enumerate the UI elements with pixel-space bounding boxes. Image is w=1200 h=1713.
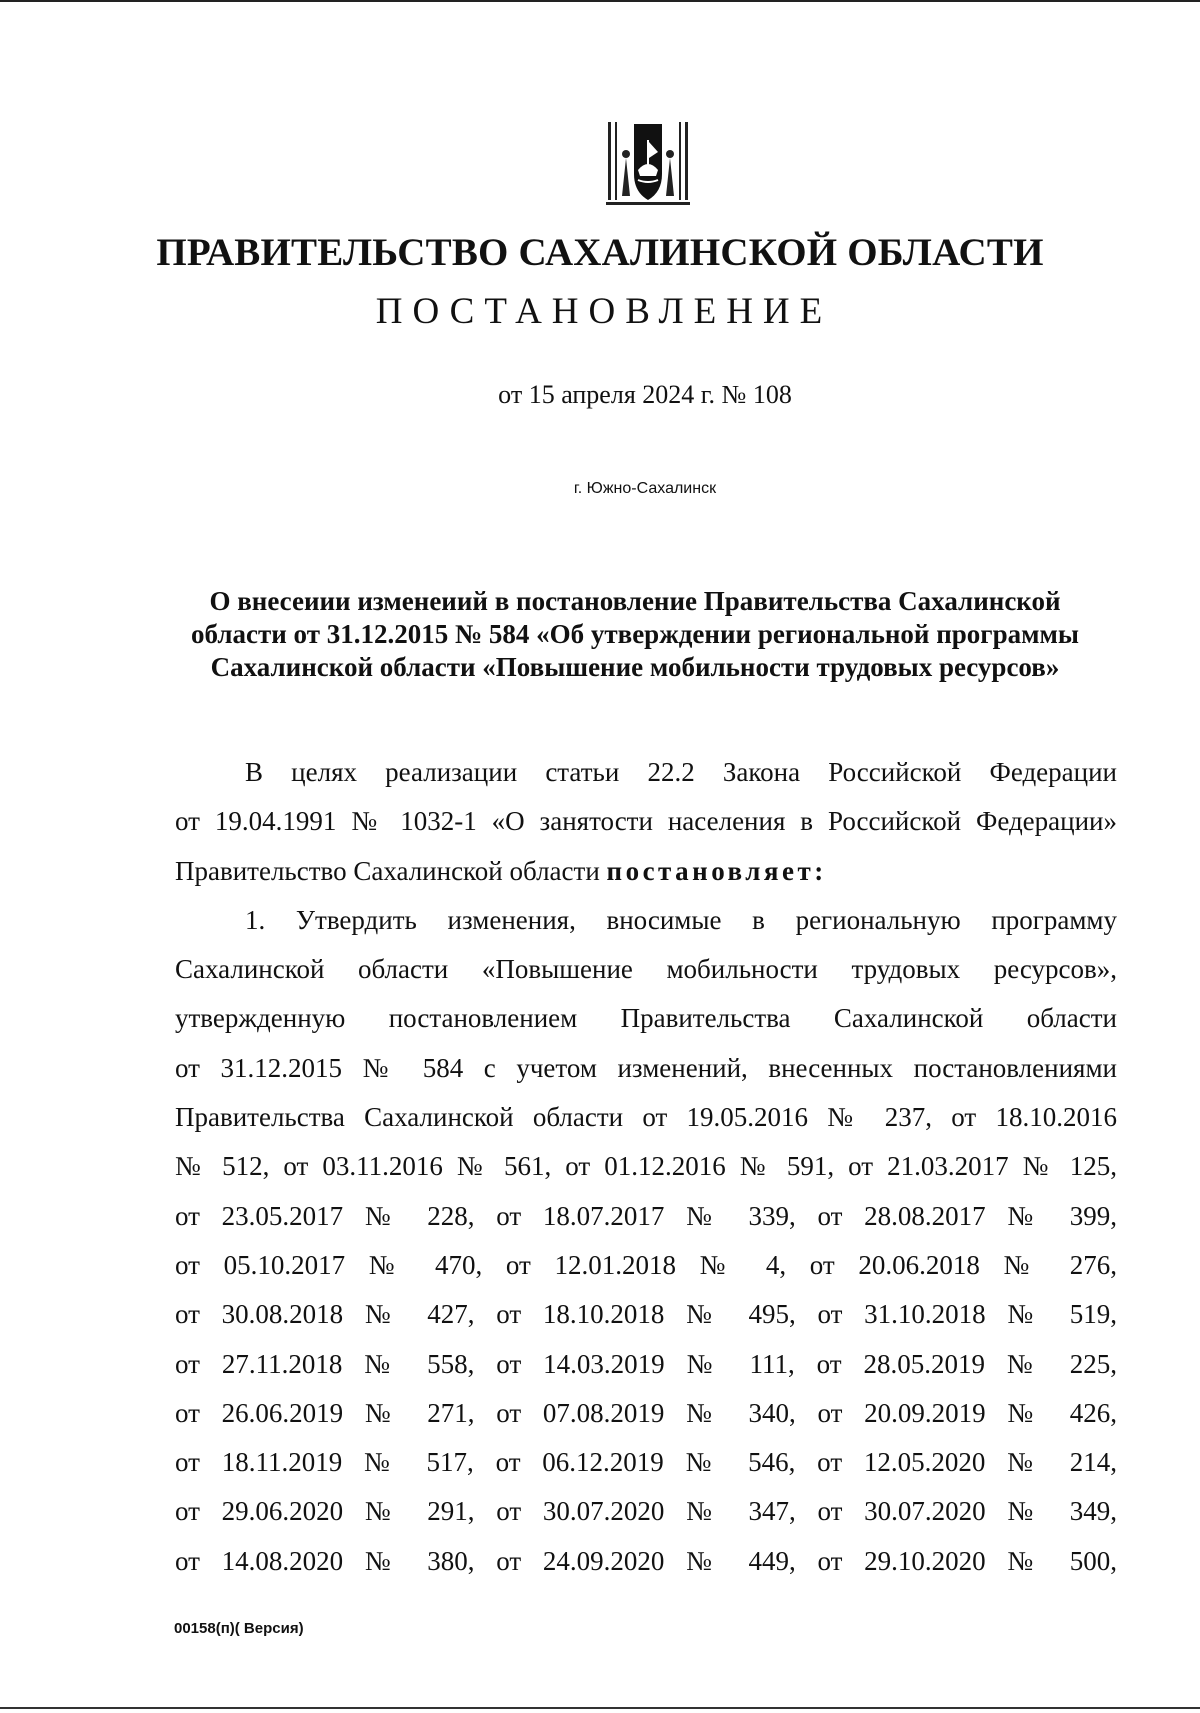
document-date-number: от 15 апреля 2024 г. № 108 — [498, 380, 792, 409]
document-subject — [170, 585, 1100, 684]
item-line: Сахалинской области «Повышение мобильности трудовых ресурсов», — [175, 954, 1117, 985]
item-line: от 27.11.2018 № 558, от 14.03.2019 № 111, от 28.05.2019 № 225, — [175, 1348, 1117, 1379]
government-title: ПРАВИТЕЛЬСТВО САХАЛИНСКОЙ ОБЛАСТИ — [156, 231, 1044, 274]
footer-document-code: 00158(п)( Версия) — [174, 1620, 304, 1637]
preamble-line — [175, 847, 1117, 896]
subject-line: О внесеиии изменеиий в постановление Правительства Сахалинской — [209, 586, 1061, 616]
preamble-emphasis: постановляет: — [606, 855, 827, 886]
item-line: от 30.08.2018 № 427, от 18.10.2018 № 495, от 31.10.2018 № 519, — [175, 1299, 1117, 1330]
item-line: от 14.08.2020 № 380, от 24.09.2020 № 449, от 29.10.2020 № 500, — [175, 1545, 1117, 1576]
preamble-text: Правительство Сахалинской области — [175, 855, 607, 886]
item-line: от 23.05.2017 № 228, от 18.07.2017 № 339, от 28.08.2017 № 399, — [175, 1200, 1117, 1231]
item-line: от 31.12.2015 № 584 с учетом изменений, внесенных постановлениями — [175, 1052, 1117, 1083]
preamble-line: от 19.04.1991 № 1032-1 «О занятости населения в Российской Федерации» — [175, 806, 1117, 837]
item-line: утвержденную постановлением Правительства Сахалинской области — [175, 1003, 1117, 1034]
document-type: ПОСТАНОВЛЕНИЕ — [375, 291, 833, 332]
subject-line: Сахалинской области «Повышение мобильности трудовых ресурсов» — [210, 652, 1060, 682]
subject-line: области от 31.12.2015 № 584 «Об утверждении региональной программы — [191, 619, 1079, 649]
item-line: от 29.06.2020 № 291, от 30.07.2020 № 347, от 30.07.2020 № 349, — [175, 1496, 1117, 1527]
preamble-line: В целях реализации статьи 22.2 Закона Российской Федерации — [245, 757, 1117, 787]
item-line: от 26.06.2019 № 271, от 07.08.2019 № 340, от 20.09.2019 № 426, — [175, 1397, 1117, 1428]
item-line: от 18.11.2019 № 517, от 06.12.2019 № 546, от 12.05.2020 № 214, — [175, 1447, 1117, 1478]
document-body — [175, 748, 1117, 1586]
document-city: г. Южно-Сахалинск — [573, 480, 717, 497]
bottom-border-line — [0, 1707, 1200, 1709]
sakhalin-coat-of-arms-icon — [600, 118, 696, 214]
item-line: 1. Утвердить изменения, вносимые в региональную программу — [245, 904, 1117, 935]
item-line: Правительства Сахалинской области от 19.05.2016 № 237, от 18.10.2016 — [175, 1102, 1117, 1133]
top-border-line — [0, 0, 1200, 2]
item-line: № 512, от 03.11.2016 № 561, от 01.12.2016 № 591, от 21.03.2017 № 125, — [175, 1151, 1117, 1182]
item-line: от 05.10.2017 № 470, от 12.01.2018 № 4, от 20.06.2018 № 276, — [175, 1249, 1117, 1280]
